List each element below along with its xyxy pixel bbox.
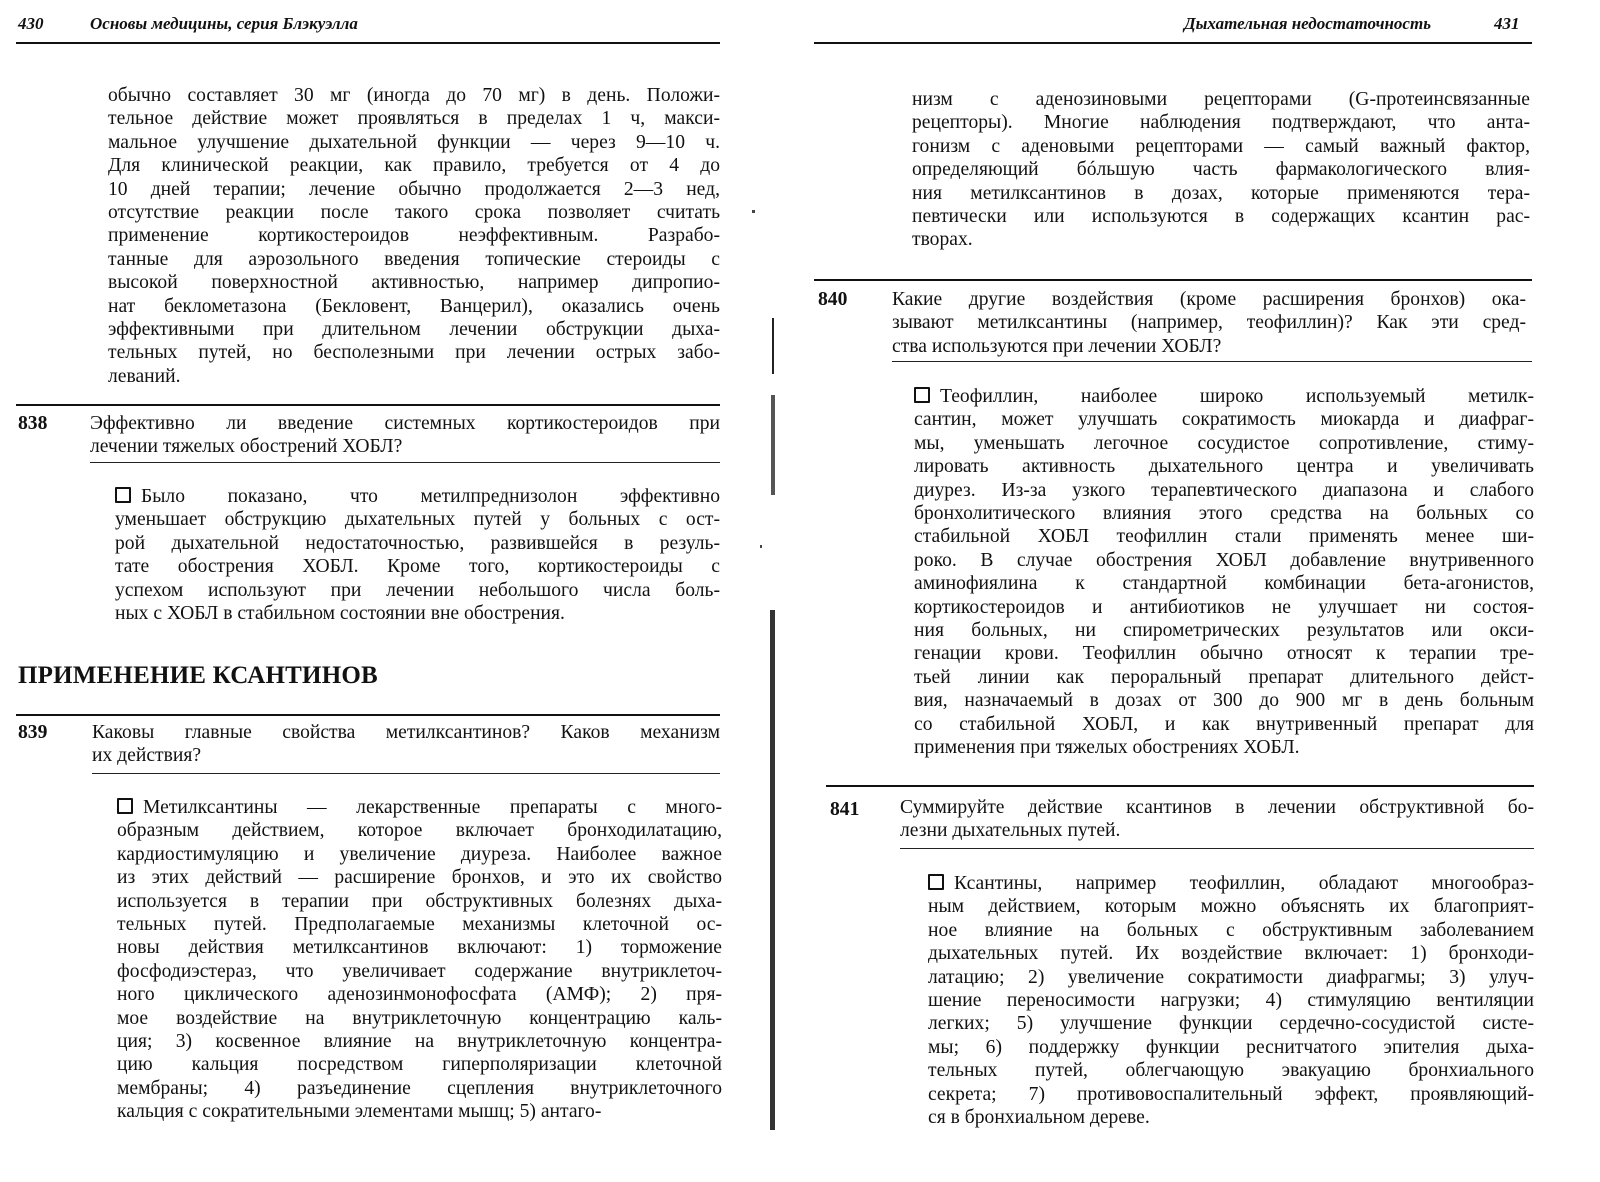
answer-text [115,485,720,625]
checkbox-square-icon [117,798,133,814]
checkbox-square-icon [115,487,131,503]
section-title: ПРИМЕНЕНИЕ КСАНТИНОВ [18,662,378,689]
running-title: Дыхательная недостаточность [1184,14,1431,33]
text-line: их действия? [92,745,202,767]
text-line: тельных путей, но бесполезными при лечении острых забо- [108,342,720,364]
text-line: Суммируйте действие ксантинов в лечении обструктивной бо- [900,797,1534,818]
text-line: бронхолитического влияния этого средства на больных со [914,503,1534,525]
text-line: ства используются при лечении ХОБЛ? [892,335,1222,357]
text-line: тате обострения ХОБЛ. Кроме того, кортикостероиды с [115,556,720,578]
text-line: Для клинической реакции, как правило, требуется от 4 до [108,155,720,177]
text-line: стабильной ХОБЛ теофиллин стали применять менее ши- [914,526,1534,548]
left-page-header [18,14,718,42]
question-text [90,412,720,459]
text-line: ция; 3) косвенное влияние на внутриклеточную концентра- [117,1031,722,1053]
text-line: применения при тяжелых обострениях ХОБЛ. [914,737,1300,759]
running-title: Основы медицины, серия Блэкуэлла [90,14,358,33]
question-rule-bottom [900,848,1534,849]
page-number: 431 [1494,14,1520,33]
text-line: ния больных, ни спирометрических результатов или окси- [914,620,1534,642]
text-line: ся в бронхиальном дереве. [928,1107,1150,1129]
text-line: роко. В случае обострения ХОБЛ добавление внутривенного [914,549,1534,571]
text-line: зывают метилксантины (например, теофиллин)? Как эти сред- [892,312,1526,334]
text-line: диурез. Из-за узкого терапевтического диапазона и слабого [914,479,1534,501]
text-line: отсутствие реакции после такого срока позволяет считать [108,202,720,224]
text-line: ных с ХОБЛ в стабильном состоянии вне обострения. [115,603,565,625]
text-line: из этих действий — расширение бронхов, и это их свойство [117,867,722,889]
text-line: образным действием, которое включает бронходилатацию, [117,820,722,842]
question-text [900,796,1534,843]
question-rule-bottom [90,462,720,463]
text-line: нат беклометазона (Бекловент, Ванцерил), оказались очень [108,295,720,317]
text-line: Эффективно ли введение системных кортикостероидов при [90,413,720,434]
text-line: вия, назначаемый в дозах от 300 до 900 мг в день больным [914,690,1534,712]
text-line: фосфодиэстераз, что увеличивает содержание внутриклеточ- [117,960,722,982]
text-line: мы; 6) поддержку функции реснитчатого эпителия дыха- [928,1036,1534,1058]
header-rule [814,42,1532,44]
question-text [92,721,720,768]
text-line: новы действия метилксантинов включают: 1) торможение [117,937,722,959]
text-line: 10 дней терапии; лечение обычно продолжается 2—3 нед, [108,178,720,200]
answer-text [117,796,722,1124]
text-line: гонизм с аденовыми рецепторами — самый важный фактор, [912,135,1530,157]
answer-text [914,385,1534,760]
text-line: латацию; 2) увеличение сократимости диафрагмы; 3) улуч- [928,966,1534,988]
text-line: уменьшает обструкцию дыхательных путей у больных с ост- [115,509,720,531]
question-rule-bottom [892,361,1532,362]
text-line: со стабильной ХОБЛ, и как внутривенный препарат для [914,713,1534,735]
checkbox-square-icon [928,874,944,890]
text-line: тьей линии как пероральный препарат длительного дейст- [914,666,1534,688]
book-spine-shadow [770,610,775,1130]
book-spine-shadow [772,318,774,374]
text-line: Метилксантины — лекарственные препараты с много- [117,796,722,819]
text-line: обычно составляет 30 мг (иногда до 70 мг) в день. Положи- [108,85,720,106]
text-line: мое воздействие на внутриклеточную концентрацию каль- [117,1007,722,1029]
text-line: тельных путей, облегчающую эвакуацию бронхиального [928,1060,1534,1082]
text-line: кальция с сократительными элементами мышц; 5) антаго- [117,1101,602,1123]
text-line: Ксантины, например теофиллин, обладают многообраз- [928,872,1534,895]
question-number: 838 [18,413,48,434]
text-line: эффективными при длительном лечении обструкции дыха- [108,319,720,341]
text-line: цию кальция посредством гиперполяризации клеточной [117,1054,722,1076]
question-number: 841 [830,799,860,820]
right-page-header [814,14,1534,42]
scan-speck [760,545,762,548]
text-line: ное влияние на больных с обструктивным заболеванием [928,919,1534,941]
header-rule [16,42,720,44]
question-text [892,288,1526,358]
question-number: 840 [818,289,848,310]
text-line: танные для аэрозольного введения топические стероиды с [108,248,720,270]
text-line: Было показано, что метилпреднизолон эффективно [115,485,720,508]
text-line: применение кортикостероидов неэффективным. Разрабо- [108,225,720,247]
text-line: успехом используют при лечении небольшого числа боль- [115,579,720,601]
page-number: 430 [18,14,44,33]
text-line: леваний. [108,365,181,387]
text-line: Теофиллин, наиболее широко используемый метилк- [914,385,1534,408]
text-line: секрета; 7) противовоспалительный эффект, проявляющий- [928,1083,1534,1105]
text-line: лезни дыхательных путей. [900,820,1121,842]
text-line: кардиостимуляцию и увеличение диуреза. Наиболее важное [117,843,722,865]
text-line: мальное улучшение дыхательной функции — через 9—10 ч. [108,131,720,153]
text-line: тельное действие может проявляться в пределах 1 ч, макси- [108,108,720,130]
text-line: рецепторы). Многие наблюдения подтверждают, что анта- [912,112,1530,134]
text-line: мембраны; 4) разъединение сцепления внутриклеточного [117,1077,722,1099]
text-line: ния метилксантинов в дозах, которые применяются тера- [912,182,1530,204]
left-page [0,0,770,1182]
text-line: ным действием, которым можно объяснять их благоприят- [928,896,1534,918]
text-line: мы, уменьшать легочное сосудистое сопротивление, стиму- [914,432,1534,454]
text-line: лировать активность дыхательного центра и увеличивать [914,456,1534,478]
text-line: легких; 5) улучшение функции сердечно-сосудистой систе- [928,1013,1534,1035]
checkbox-square-icon [914,387,930,403]
text-line: творах. [912,229,973,251]
intro-paragraph [912,88,1530,252]
text-line: генации крови. Теофиллин обычно относят к терапии тре- [914,643,1534,665]
text-line: аминофиялина к стандартной комбинации бета-агонистов, [914,573,1534,595]
text-line: сантин, может улучшать сократимость миокарда и диафраг- [914,409,1534,431]
question-rule-bottom [92,773,720,774]
text-line: высокой поверхностной активностью, например дипропио- [108,272,720,294]
text-line: шение переносимости нагрузки; 4) стимуляцию вентиляции [928,990,1534,1012]
question-rule-top [826,785,1534,787]
text-line: Каковы главные свойства метилксантинов? Каков механизм [92,722,720,743]
book-spine-shadow [771,395,775,495]
question-rule-top [16,404,720,406]
text-line: определяющий бóльшую часть фармакологического влия- [912,159,1530,181]
text-line: рой дыхательной недостаточностью, развившейся в резуль- [115,532,720,554]
question-rule-top [814,279,1532,281]
text-line: лечении тяжелых обострений ХОБЛ? [90,436,403,458]
text-line: используется в терапии при обструктивных болезнях дыха- [117,890,722,912]
text-line: певтически или используются в содержащих ксантин рас- [912,206,1530,228]
question-rule-top [16,714,720,716]
text-line: тельных путей. Предполагаемые механизмы клеточной ос- [117,914,722,936]
question-number: 839 [18,722,48,743]
answer-text [928,872,1534,1129]
intro-paragraph [108,84,720,388]
text-line: дыхательных путей. Их воздействие включает: 1) бронходи- [928,943,1534,965]
text-line: Какие другие воздействия (кроме расширения бронхов) ока- [892,289,1526,310]
scan-speck [752,210,755,213]
text-line: кортикостероидов и антибиотиков не улучшает ни состоя- [914,596,1534,618]
text-line: низм с аденозиновыми рецепторами (G-протеинсвязанные [912,89,1530,110]
text-line: ного циклического аденозинмонофосфата (АМФ); 2) пря- [117,984,722,1006]
right-page [800,0,1600,1182]
